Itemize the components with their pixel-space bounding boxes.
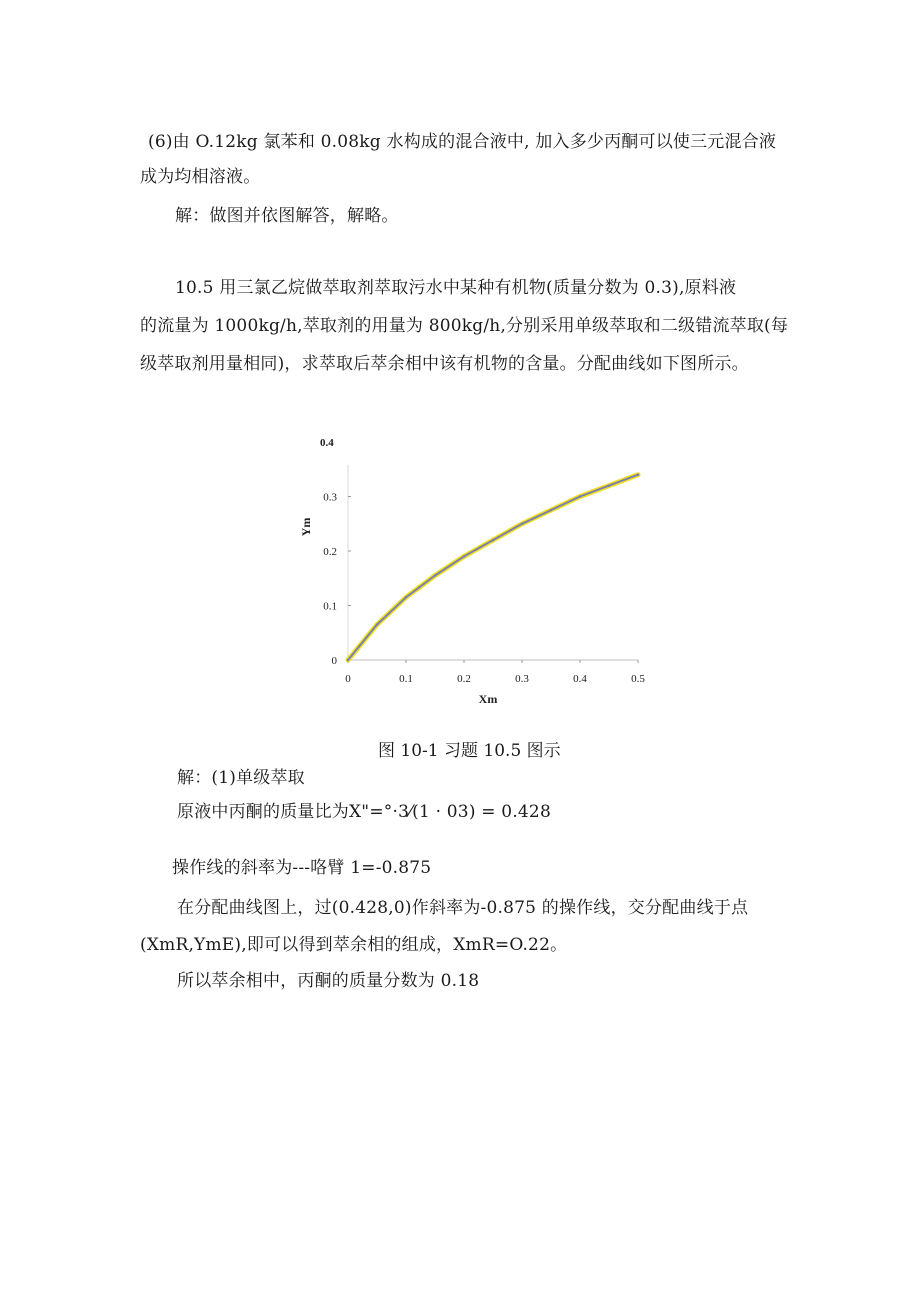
data-point	[579, 495, 582, 498]
x-tick-label: 0	[345, 673, 351, 685]
data-point	[492, 539, 495, 542]
series-layer	[347, 473, 640, 661]
problem-10-5-line-2: 的流量为 1000kg∕h,萃取剂的用量为 800kg∕h,分别采用单级萃取和二级错流萃取(每	[140, 316, 789, 336]
solution-slope-line: 操作线的斜率为---咯臂 1=-0.875	[172, 858, 432, 878]
y-tick-labels	[320, 437, 351, 667]
x-tick-label: 0.1	[399, 673, 413, 685]
data-point	[521, 523, 524, 526]
solution-paragraph-line-2: (XmR,YmE),即可以得到萃余相的组成，XmR=O.22。	[140, 935, 568, 955]
data-point	[434, 574, 437, 577]
y-axis-label: Ym	[299, 517, 313, 537]
x-axis-label: Xm	[478, 692, 498, 706]
solution-title: 解：(1)单级萃取	[177, 768, 305, 788]
y-tick-label: 0.1	[323, 600, 337, 613]
data-point	[376, 623, 379, 626]
series-highlight	[348, 475, 638, 660]
data-point	[637, 473, 640, 476]
series-line	[348, 475, 638, 660]
y-tick-label: 0.2	[323, 546, 337, 558]
x-tick-label: 0.2	[457, 673, 471, 685]
data-point	[463, 555, 466, 558]
problem-6-answer: 解：做图并依图解答，解略。	[175, 206, 399, 226]
y-tick-label: 0.3	[323, 491, 337, 504]
y-tick-label: 0.4	[320, 437, 334, 449]
problem-10-5-line-3: 级萃取剂用量相同)，求萃取后萃余相中该有机物的含量。分配曲线如下图所示。	[140, 354, 749, 374]
problem-6-line-2: 成为均相溶液。	[140, 167, 261, 187]
solution-paragraph-line-1: 在分配曲线图上，过(0.428,0)作斜率为-0.875 的操作线，交分配曲线于点	[177, 898, 749, 918]
solution-ratio-line: 原液中丙酮的质量比为X"=°·3⁄(1 · 03) = 0.428	[177, 802, 551, 822]
data-point	[550, 509, 553, 512]
problem-10-5-line-1: 10.5 用三氯乙烷做萃取剂萃取污水中某种有机物(质量分数为 0.3),原料液	[175, 278, 737, 298]
x-tick-label: 0.5	[631, 673, 645, 685]
distribution-curve-chart	[290, 425, 660, 715]
data-point	[347, 659, 350, 662]
x-tick-label: 0.3	[515, 673, 529, 685]
x-tick-labels	[345, 660, 645, 685]
y-tick-label: 0	[331, 655, 337, 667]
x-tick-label: 0.4	[573, 673, 587, 685]
data-point	[608, 484, 611, 487]
problem-6-line-1: (6)由 O.12kg 氯苯和 0.08kg 水构成的混合液中, 加入多少丙酮可以使三元混合液	[148, 132, 777, 152]
figure-caption: 图 10-1 习题 10.5 图示	[378, 741, 561, 761]
data-point	[405, 596, 408, 599]
solution-result: 所以萃余相中，丙酮的质量分数为 0.18	[177, 971, 480, 991]
